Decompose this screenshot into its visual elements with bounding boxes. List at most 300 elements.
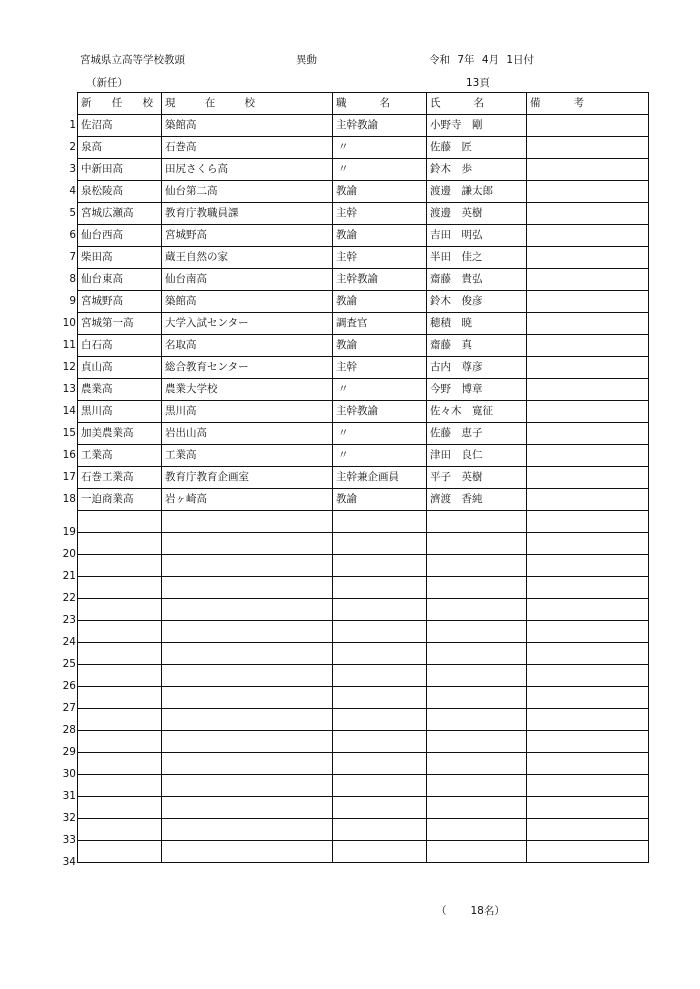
row-number: 30 [62, 767, 76, 780]
table-row [78, 819, 649, 841]
row-number: 21 [62, 569, 76, 582]
cell-new-school [62, 555, 162, 582]
cell-position-text: 教諭 [336, 295, 357, 307]
cell-position [333, 577, 427, 599]
cell-new-school-text: 仙台西高 [81, 229, 123, 241]
cell-remarks [527, 181, 649, 203]
cell-current-school-text: 農業大学校 [165, 383, 218, 395]
cell-name [427, 489, 527, 511]
row-number: 4 [69, 185, 76, 197]
cell-new-school [69, 159, 162, 181]
cell-current-school [162, 687, 333, 709]
cell-name-text: 平子 英樹 [430, 471, 483, 483]
table-row [78, 335, 649, 357]
row-number: 6 [69, 229, 76, 241]
cell-name [427, 291, 527, 313]
cell-name [427, 643, 527, 665]
row-number: 26 [62, 679, 76, 692]
cell-remarks [527, 753, 649, 775]
table-row [78, 621, 649, 643]
cell-remarks [527, 291, 649, 313]
table-row [78, 753, 649, 775]
header-name: 氏 名 [427, 93, 527, 115]
cell-current-school [162, 753, 333, 775]
cell-current-school [162, 203, 333, 225]
cell-position-text: 教諭 [336, 339, 357, 351]
cell-new-school-text: 宮城広瀬高 [81, 207, 134, 219]
cell-new-school [62, 731, 162, 758]
cell-current-school-text: 工業高 [165, 449, 197, 461]
table-row [78, 445, 649, 467]
cell-new-school-text: 工業高 [81, 449, 113, 461]
cell-position [333, 775, 427, 797]
cell-name [427, 841, 527, 863]
cell-name [427, 137, 527, 159]
cell-current-school [162, 511, 333, 533]
cell-name-text: 穂積 暁 [430, 317, 472, 329]
cell-position [333, 687, 427, 709]
cell-current-school-text: 築館高 [165, 119, 197, 131]
cell-current-school [162, 401, 333, 423]
personnel-table [62, 92, 649, 868]
cell-remarks [527, 401, 649, 423]
table-row [78, 467, 649, 489]
cell-new-school [62, 643, 162, 670]
cell-current-school [162, 159, 333, 181]
table-row [78, 533, 649, 555]
cell-current-school-text: 岩ヶ崎高 [165, 493, 207, 505]
cell-position [333, 445, 427, 467]
cell-name [427, 753, 527, 775]
cell-position-text: 教諭 [336, 185, 357, 197]
cell-name [427, 555, 527, 577]
cell-remarks [527, 621, 649, 643]
total-count [436, 903, 505, 918]
cell-new-school-text: 黒川高 [81, 405, 113, 417]
cell-new-school [69, 203, 162, 225]
cell-new-school [62, 687, 162, 714]
cell-remarks [527, 489, 649, 511]
cell-new-school-text: 農業高 [81, 383, 113, 395]
cell-position-text: 教諭 [336, 493, 357, 505]
cell-position [333, 731, 427, 753]
cell-name [427, 775, 527, 797]
table-row [78, 291, 649, 313]
table-row [78, 577, 649, 599]
table-row [78, 731, 649, 753]
cell-position-text: 主幹教諭 [336, 405, 378, 417]
cell-remarks [527, 599, 649, 621]
cell-current-school [162, 467, 333, 489]
cell-position-text: 主幹 [336, 361, 357, 373]
cell-position [333, 841, 427, 863]
cell-new-school [69, 181, 162, 203]
cell-current-school [162, 313, 333, 335]
document-org-title: 宮城県立高等学校教頭 [80, 54, 185, 66]
cell-current-school [162, 533, 333, 555]
cell-name [427, 401, 527, 423]
cell-name [427, 731, 527, 753]
row-number: 34 [62, 855, 76, 868]
row-number: 16 [62, 449, 76, 461]
table-row [78, 709, 649, 731]
cell-name [427, 247, 527, 269]
cell-remarks [527, 159, 649, 181]
cell-remarks [527, 357, 649, 379]
cell-current-school [162, 269, 333, 291]
cell-position [333, 643, 427, 665]
cell-new-school [62, 379, 162, 401]
cell-new-school-text: 白石高 [81, 339, 113, 351]
cell-new-school-text: 泉松陵高 [81, 185, 123, 197]
row-number: 13 [62, 383, 76, 395]
cell-new-school [69, 291, 162, 313]
cell-remarks [527, 511, 649, 533]
table-row [78, 489, 649, 511]
cell-name [427, 687, 527, 709]
table-row [78, 665, 649, 687]
cell-position [333, 489, 427, 511]
cell-current-school [162, 577, 333, 599]
cell-remarks [527, 643, 649, 665]
cell-name [427, 159, 527, 181]
cell-name [427, 621, 527, 643]
cell-name-text: 鈴木 俊彦 [430, 295, 483, 307]
header-new-school: 新 任 校 [78, 93, 162, 115]
cell-current-school-text: 教育庁教育企画室 [165, 471, 249, 483]
cell-current-school [162, 621, 333, 643]
cell-new-school [62, 313, 162, 335]
page-number: 13頁 [466, 77, 490, 89]
cell-position [333, 753, 427, 775]
cell-name [427, 577, 527, 599]
cell-name-text: 渡邊 謙太郎 [430, 185, 493, 197]
cell-remarks [527, 225, 649, 247]
cell-remarks [527, 115, 649, 137]
cell-current-school [162, 379, 333, 401]
row-number: 24 [62, 635, 76, 648]
row-number: 15 [62, 427, 76, 439]
cell-remarks [527, 841, 649, 863]
cell-remarks [527, 819, 649, 841]
cell-current-school [162, 797, 333, 819]
cell-current-school [162, 841, 333, 863]
category-label: （新任） [86, 77, 128, 89]
cell-position [333, 335, 427, 357]
cell-position [333, 313, 427, 335]
cell-remarks [527, 269, 649, 291]
table-row [78, 401, 649, 423]
table-row [78, 797, 649, 819]
cell-new-school [62, 819, 162, 846]
cell-name-text: 古内 尊彦 [430, 361, 483, 373]
cell-new-school [62, 797, 162, 824]
cell-name [427, 599, 527, 621]
cell-name-text: 齋藤 真 [430, 339, 472, 351]
table-row [78, 775, 649, 797]
table-row [78, 247, 649, 269]
cell-current-school [162, 423, 333, 445]
cell-current-school [162, 643, 333, 665]
cell-name [427, 269, 527, 291]
cell-name [427, 203, 527, 225]
cell-remarks [527, 445, 649, 467]
row-number: 3 [69, 163, 76, 175]
cell-position [333, 797, 427, 819]
cell-new-school [62, 467, 162, 489]
cell-name [427, 533, 527, 555]
cell-position [333, 137, 427, 159]
cell-new-school-text: 宮城野高 [81, 295, 123, 307]
row-number: 7 [69, 251, 76, 263]
cell-remarks [527, 665, 649, 687]
cell-position-text: 〃 [338, 141, 349, 153]
cell-current-school-text: 岩出山高 [165, 427, 207, 439]
cell-new-school [62, 533, 162, 560]
row-number: 27 [62, 701, 76, 714]
table-row [78, 841, 649, 863]
cell-current-school-text: 石巻高 [165, 141, 197, 153]
cell-new-school-text: 仙台東高 [81, 273, 123, 285]
cell-new-school [62, 511, 162, 538]
cell-position [333, 291, 427, 313]
table-row [78, 225, 649, 247]
cell-current-school-text: 仙台第二高 [165, 185, 218, 197]
table-row [78, 115, 649, 137]
cell-position [333, 379, 427, 401]
cell-current-school-text: 仙台南高 [165, 273, 207, 285]
cell-position [333, 357, 427, 379]
cell-name-text: 半田 佳之 [430, 251, 483, 263]
cell-name [427, 709, 527, 731]
cell-new-school [62, 357, 162, 379]
cell-position [333, 269, 427, 291]
cell-new-school [62, 665, 162, 692]
cell-new-school [62, 709, 162, 736]
cell-name-text: 渡邊 英樹 [430, 207, 483, 219]
table-row [78, 137, 649, 159]
row-number: 9 [69, 295, 76, 307]
total-count-value: 18名） [470, 905, 505, 917]
cell-position-text: 教諭 [336, 229, 357, 241]
table-row [78, 269, 649, 291]
cell-remarks [527, 423, 649, 445]
header-current-school: 現 在 校 [162, 93, 333, 115]
cell-position-text: 〃 [338, 163, 349, 175]
cell-name [427, 357, 527, 379]
table-row [78, 511, 649, 533]
cell-position [333, 599, 427, 621]
table-row [78, 599, 649, 621]
row-number: 2 [69, 141, 76, 153]
cell-current-school [162, 181, 333, 203]
cell-new-school [62, 335, 162, 357]
cell-position-text: 調査官 [336, 317, 368, 329]
cell-new-school-text: 加美農業高 [81, 427, 134, 439]
cell-current-school-text: 教育庁教職員課 [165, 207, 239, 219]
cell-name [427, 225, 527, 247]
table-row [78, 203, 649, 225]
cell-current-school [162, 489, 333, 511]
cell-current-school-text: 宮城野高 [165, 229, 207, 241]
table-row [78, 423, 649, 445]
cell-position [333, 511, 427, 533]
cell-position [333, 401, 427, 423]
cell-position-text: 主幹教諭 [336, 273, 378, 285]
cell-new-school [62, 775, 162, 802]
cell-new-school-text: 柴田高 [81, 251, 113, 263]
cell-new-school [62, 599, 162, 626]
cell-position-text: 主幹 [336, 207, 357, 219]
row-number: 32 [62, 811, 76, 824]
cell-remarks [527, 731, 649, 753]
row-number: 14 [62, 405, 76, 417]
cell-current-school [162, 731, 333, 753]
table-row [78, 159, 649, 181]
cell-name-text: 佐藤 匠 [430, 141, 472, 153]
document-kind: 異動 [296, 54, 317, 66]
cell-current-school [162, 115, 333, 137]
cell-position-text: 〃 [338, 427, 349, 439]
cell-current-school-text: 黒川高 [165, 405, 197, 417]
cell-position [333, 181, 427, 203]
cell-current-school [162, 137, 333, 159]
cell-current-school [162, 335, 333, 357]
cell-position [333, 423, 427, 445]
cell-remarks [527, 577, 649, 599]
total-open-paren: （ [436, 905, 447, 917]
cell-position [333, 621, 427, 643]
cell-position-text: 主幹 [336, 251, 357, 263]
cell-position [333, 203, 427, 225]
cell-position-text: 主幹教諭 [336, 119, 378, 131]
cell-new-school [69, 115, 162, 137]
row-number: 33 [62, 833, 76, 846]
cell-current-school [162, 445, 333, 467]
cell-name [427, 445, 527, 467]
cell-position [333, 159, 427, 181]
cell-name [427, 423, 527, 445]
cell-name [427, 335, 527, 357]
cell-current-school [162, 709, 333, 731]
cell-name [427, 115, 527, 137]
cell-remarks [527, 379, 649, 401]
row-number: 22 [62, 591, 76, 604]
row-number: 29 [62, 745, 76, 758]
cell-position [333, 467, 427, 489]
cell-new-school-text: 石巻工業高 [81, 471, 134, 483]
cell-new-school [62, 401, 162, 423]
cell-remarks [527, 137, 649, 159]
cell-remarks [527, 247, 649, 269]
table-row [78, 313, 649, 335]
cell-current-school [162, 357, 333, 379]
cell-remarks [527, 775, 649, 797]
row-number: 10 [62, 317, 76, 329]
table-row [78, 379, 649, 401]
table-row [78, 643, 649, 665]
cell-current-school [162, 225, 333, 247]
cell-position-text: 〃 [338, 383, 349, 395]
row-number: 18 [62, 493, 76, 505]
cell-position [333, 665, 427, 687]
cell-new-school-text: 中新田高 [81, 163, 123, 175]
cell-remarks [527, 687, 649, 709]
cell-name [427, 181, 527, 203]
cell-current-school [162, 775, 333, 797]
cell-current-school-text: 築館高 [165, 295, 197, 307]
cell-name [427, 819, 527, 841]
row-number: 20 [62, 547, 76, 560]
cell-remarks [527, 335, 649, 357]
cell-new-school-text: 佐沼高 [81, 119, 113, 131]
cell-new-school [62, 621, 162, 648]
cell-position [333, 247, 427, 269]
row-number: 17 [62, 471, 76, 483]
row-number: 12 [62, 361, 76, 373]
cell-new-school-text: 泉高 [81, 141, 102, 153]
cell-name [427, 379, 527, 401]
row-number: 23 [62, 613, 76, 626]
cell-new-school-text: 宮城第一高 [81, 317, 134, 329]
cell-position-text: 〃 [338, 449, 349, 461]
cell-current-school [162, 555, 333, 577]
cell-current-school-text: 蔵王自然の家 [165, 251, 228, 263]
cell-name-text: 鈴木 歩 [430, 163, 472, 175]
cell-position [333, 225, 427, 247]
cell-name [427, 665, 527, 687]
row-number: 1 [69, 119, 76, 131]
cell-new-school [69, 269, 162, 291]
cell-new-school [62, 423, 162, 445]
table-row [78, 181, 649, 203]
cell-position [333, 533, 427, 555]
cell-name-text: 佐々木 寛征 [430, 405, 493, 417]
row-number: 28 [62, 723, 76, 736]
cell-position [333, 115, 427, 137]
row-number: 25 [62, 657, 76, 670]
cell-name [427, 313, 527, 335]
cell-current-school-text: 田尻さくら高 [165, 163, 228, 175]
cell-current-school [162, 819, 333, 841]
table-row [78, 555, 649, 577]
cell-name-text: 小野寺 剛 [430, 119, 483, 131]
cell-new-school [69, 225, 162, 247]
cell-name [427, 467, 527, 489]
cell-name-text: 濟渡 香純 [430, 493, 483, 505]
cell-new-school [62, 577, 162, 604]
table-row [78, 687, 649, 709]
cell-current-school [162, 291, 333, 313]
cell-new-school [62, 753, 162, 780]
cell-name-text: 佐藤 恵子 [430, 427, 483, 439]
cell-remarks [527, 467, 649, 489]
table-header-row [78, 93, 649, 115]
cell-new-school [62, 445, 162, 467]
effective-date: 令和 7年 4月 1日付 [429, 54, 535, 66]
cell-remarks [527, 533, 649, 555]
cell-new-school-text: 貞山高 [81, 361, 113, 373]
cell-remarks [527, 709, 649, 731]
cell-name [427, 797, 527, 819]
row-number: 5 [69, 207, 76, 219]
row-number: 11 [62, 339, 76, 351]
cell-remarks [527, 555, 649, 577]
row-number: 31 [62, 789, 76, 802]
cell-name-text: 吉田 明弘 [430, 229, 483, 241]
cell-name-text: 津田 良仁 [430, 449, 483, 461]
cell-new-school [69, 137, 162, 159]
